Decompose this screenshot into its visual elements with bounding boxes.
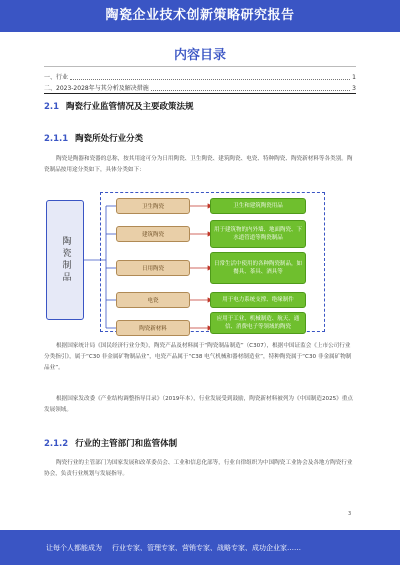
category-desc-sanitary: 卫生和建筑陶瓷用品 — [210, 198, 306, 214]
body-paragraph: 陶瓷是陶器和瓷器的总称，按其用途可分为日用陶瓷、卫生陶瓷、建筑陶瓷、电瓷、特种陶瓷、陶瓷新材料等各类别。陶瓷制品按用途分类如下，具体分类如下： — [44, 156, 353, 173]
category-node-daily: 日用陶瓷 — [116, 260, 190, 276]
toc-bottom-divider — [44, 93, 356, 94]
toc-divider — [44, 66, 356, 67]
section-number: 2.1.2 — [44, 439, 69, 449]
footer-banner — [0, 530, 400, 565]
body-paragraph: 陶瓷行业的主管部门为国家发展和改革委员会、工业和信息化部等，行业自律组织为中国陶瓷工业协会及各地方陶瓷行业协会，负责行业规划与发展指导。 — [44, 460, 353, 477]
category-desc-building: 用于建筑物的内外墙、地面陶瓷、下水道管道等陶瓷制品 — [210, 220, 306, 248]
body-paragraph: 根据国家统计局《国民经济行业分类》，陶瓷产品及材料属于“陶瓷制品制造”（C307），根据中国证监会《上市公司行业分类指引》，属于“C30 非金属矿物制品业”，电瓷产品属于“C38 电气机械和器材制造业”，特种陶瓷属于“C30 非金属矿物制品业”。 — [44, 343, 352, 371]
category-desc-new-materials: 应用于工业、机械制造、航天、通信、消费电子等领域的陶瓷 — [210, 312, 306, 334]
body-paragraph: 根据国家发改委《产业结构调整指导目录》（2019年本），行业发展受到鼓励，陶瓷新材料被列为《中国制造2025》重点发展领域。 — [44, 396, 353, 413]
section-number: 2.1 — [44, 102, 60, 112]
section-title: 行业的主管部门和监管体制 — [75, 439, 178, 449]
toc-entry-label: 二、2023-2028年与其分析及解决措施 — [44, 85, 149, 92]
footer-slogan: 让每个人都能成为 — [46, 543, 102, 552]
report-title-banner — [0, 0, 400, 32]
category-node-new-materials: 陶瓷新材料 — [116, 320, 190, 336]
section-title: 陶瓷行业监管情况及主要政策法规 — [66, 102, 194, 112]
category-node-electrical: 电瓷 — [116, 292, 190, 308]
category-desc-electrical: 用于电力系统支撑、绝缘制件 — [210, 292, 306, 308]
category-desc-daily: 日常生活中使用的各种陶瓷制品，如餐具、茶具、酒具等 — [210, 252, 306, 284]
category-node-sanitary: 卫生陶瓷 — [116, 198, 190, 214]
toc-entry[interactable] — [44, 83, 356, 92]
section-heading-2-1-2 — [44, 437, 177, 449]
category-node-building: 建筑陶瓷 — [116, 226, 190, 242]
footer-roles: 行业专家、管理专家、营销专家、战略专家、成功企业家…… — [112, 543, 301, 552]
section-heading-2-1 — [44, 100, 194, 112]
section-heading-2-1-1 — [44, 132, 143, 144]
toc-entry-page: 3 — [352, 85, 356, 92]
toc-leader-dots — [70, 79, 350, 80]
classification-diagram — [40, 190, 360, 334]
diagram-root-node — [46, 200, 84, 320]
section-title: 陶瓷所处行业分类 — [75, 134, 144, 144]
page-number: 3 — [348, 511, 352, 517]
toc-entry-page: 1 — [352, 74, 356, 81]
report-title: 陶瓷企业技术创新策略研究报告 — [105, 8, 295, 23]
toc-leader-dots — [151, 90, 350, 91]
root-node-label: 陶瓷制品 — [60, 236, 71, 284]
toc-entry[interactable] — [44, 72, 356, 81]
toc-entry-label: 一、行业 — [44, 74, 69, 81]
toc-title: 内容目录 — [173, 48, 226, 63]
section-number: 2.1.1 — [44, 134, 69, 144]
